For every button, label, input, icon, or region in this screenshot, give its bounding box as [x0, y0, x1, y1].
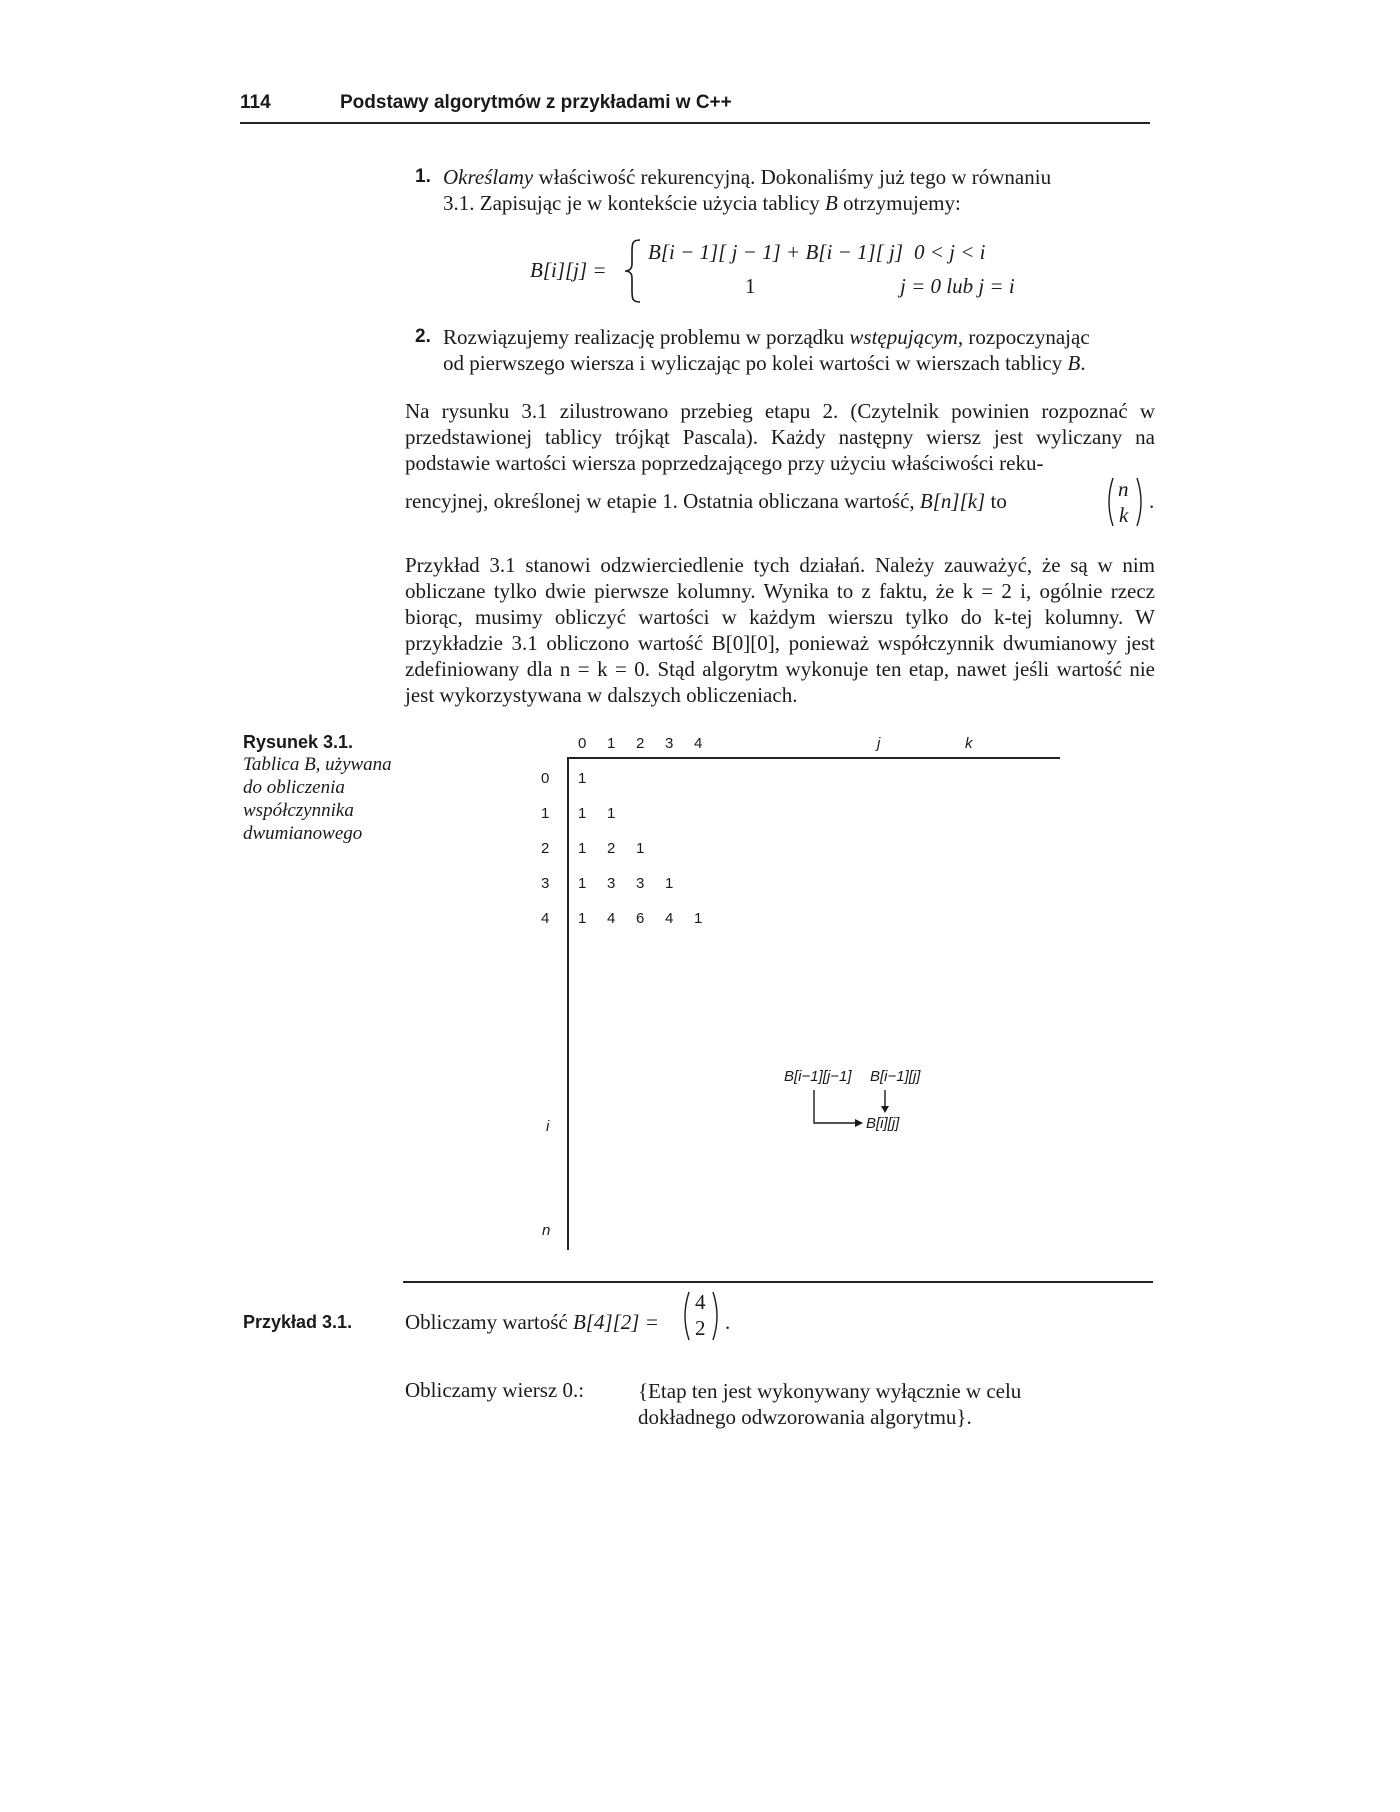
list-number: 1. — [415, 166, 431, 187]
figure-caption-line: dwumianowego — [243, 823, 363, 844]
table-cell: 1 — [636, 840, 645, 857]
comment-line: dokładnego odwzorowania algorytmu}. — [638, 1405, 972, 1429]
table-cell: 1 — [578, 805, 587, 822]
example-row0-comment — [638, 1378, 1021, 1430]
text-fragment: 3.1. Zapisując je w kontekście użycia tablicy — [443, 191, 825, 215]
diagram-result: B[i][j] — [866, 1115, 900, 1132]
text-fragment: rencyjnej, określonej w etapie 1. Ostatnia obliczana wartość, — [405, 489, 920, 513]
figure-caption-line: Tablica B, używana — [243, 754, 392, 775]
table-cell: 4 — [607, 910, 616, 927]
table-cell: 6 — [636, 910, 645, 927]
table-cell: 1 — [578, 875, 587, 892]
text-fragment: Rozwiązujemy realizację problemu w porządku — [443, 325, 850, 349]
comment-line: {Etap ten jest wykonywany wyłącznie w celu — [638, 1379, 1022, 1403]
column-header: 1 — [607, 735, 616, 752]
figure-caption-line: współczynnika — [243, 800, 354, 821]
column-header-j: j — [877, 735, 881, 752]
binomial-bottom: 2 — [695, 1316, 706, 1340]
case1-condition: 0 < j < i — [914, 240, 986, 264]
figure-caption-line: do obliczenia — [243, 777, 345, 798]
emphasis: wstępującym — [849, 325, 958, 349]
column-header: 4 — [694, 735, 703, 752]
page-number: 114 — [240, 92, 271, 113]
text-fragment: Obliczamy wartość — [405, 1310, 573, 1334]
paragraph-example-description: Przykład 3.1 stanowi odzwierciedlenie tych działań. Należy zauważyć, że są w nim obliczane tylko dwie pierwsze kolumny. Wynika to z faktu, że k = 2 i, ogólnie rzecz biorąc, musimy obliczyć wartości w każdym wierszu tylko do k-tej kolumny. W przykładzie 3.1 obliczono wartość B[0][0], ponieważ współczynnik dwumianowy jest zdefiniowany dla n = k = 0. Stąd algorytm wykonuje ten etap, nawet jeśli wartość nie jest wykorzystywana w dalszych obliczeniach. — [405, 553, 1155, 707]
column-header: 2 — [636, 735, 645, 752]
row-header-i: i — [546, 1118, 550, 1135]
diagram-source-left: B[i−1][j−1] — [784, 1068, 852, 1085]
row-header: 4 — [541, 910, 550, 927]
table-cell: 1 — [694, 910, 703, 927]
table-cell: 1 — [578, 910, 587, 927]
figure-caption-title: Rysunek 3.1. — [243, 732, 354, 752]
column-header: 3 — [665, 735, 674, 752]
variable: B — [1067, 351, 1081, 375]
book-title: Podstawy algorytmów z przykładami w C++ — [340, 92, 732, 113]
example-statement — [405, 1282, 805, 1342]
period: . — [1149, 489, 1155, 513]
binomial-top: n — [1118, 477, 1129, 501]
example-label: Przykład 3.1. — [243, 1312, 353, 1332]
text-fragment: od pierwszego wiersza i wyliczając po kolei wartości w wierszach tablicy — [443, 351, 1068, 375]
case2-condition: j = 0 lub j = i — [900, 274, 1015, 298]
row-header-rule — [567, 757, 569, 1250]
row-header: 1 — [541, 805, 550, 822]
text-fragment: , rozpoczynając — [957, 325, 1090, 349]
column-header-rule — [567, 757, 1060, 759]
table-cell: 1 — [578, 770, 587, 787]
period: . — [725, 1310, 731, 1334]
list-number: 2. — [415, 326, 431, 347]
case2-expression: 1 — [745, 274, 756, 298]
table-cell: 1 — [607, 805, 616, 822]
example-row0-label: Obliczamy wiersz 0.: — [405, 1378, 585, 1402]
row-header-n: n — [542, 1222, 551, 1239]
table-cell: 1 — [578, 840, 587, 857]
binomial-bottom: k — [1119, 503, 1129, 527]
variable: B[n][k] — [919, 489, 986, 513]
row-header: 2 — [541, 840, 550, 857]
column-header-k: k — [965, 735, 973, 752]
table-cell: 1 — [665, 875, 674, 892]
column-header: 0 — [578, 735, 587, 752]
table-cell: 4 — [665, 910, 674, 927]
variable: B[4][2] = — [572, 1310, 659, 1334]
text-fragment: otrzymujemy: — [837, 191, 961, 215]
row-header: 3 — [541, 875, 550, 892]
table-cell: 3 — [607, 875, 616, 892]
text-fragment: to — [985, 489, 1007, 513]
case1-expression: B[i − 1][ j − 1] + B[i − 1][ j] — [648, 240, 904, 264]
table-cell: 2 — [607, 840, 616, 857]
paragraph-text: Na rysunku 3.1 zilustrowano przebieg etapu 2. (Czytelnik powinien rozpoznać w przedstawionej tablicy trójkąt Pascala). Każdy następny wiersz jest wyliczany na podstawie wartości wiersza poprzedzającego przy użyciu właściwości reku- — [405, 399, 1155, 475]
table-cell: 3 — [636, 875, 645, 892]
row-header: 0 — [541, 770, 550, 787]
text-fragment: właściwość rekurencyjną. Dokonaliśmy już tego w równaniu — [533, 165, 1052, 189]
text-fragment: . — [1080, 351, 1086, 375]
diagram-source-right: B[i−1][j] — [870, 1068, 921, 1085]
variable: B — [824, 191, 838, 215]
emphasis: Określamy — [443, 165, 534, 189]
binomial-top: 4 — [695, 1290, 706, 1314]
formula-lhs: B[i][j] = — [530, 258, 607, 282]
